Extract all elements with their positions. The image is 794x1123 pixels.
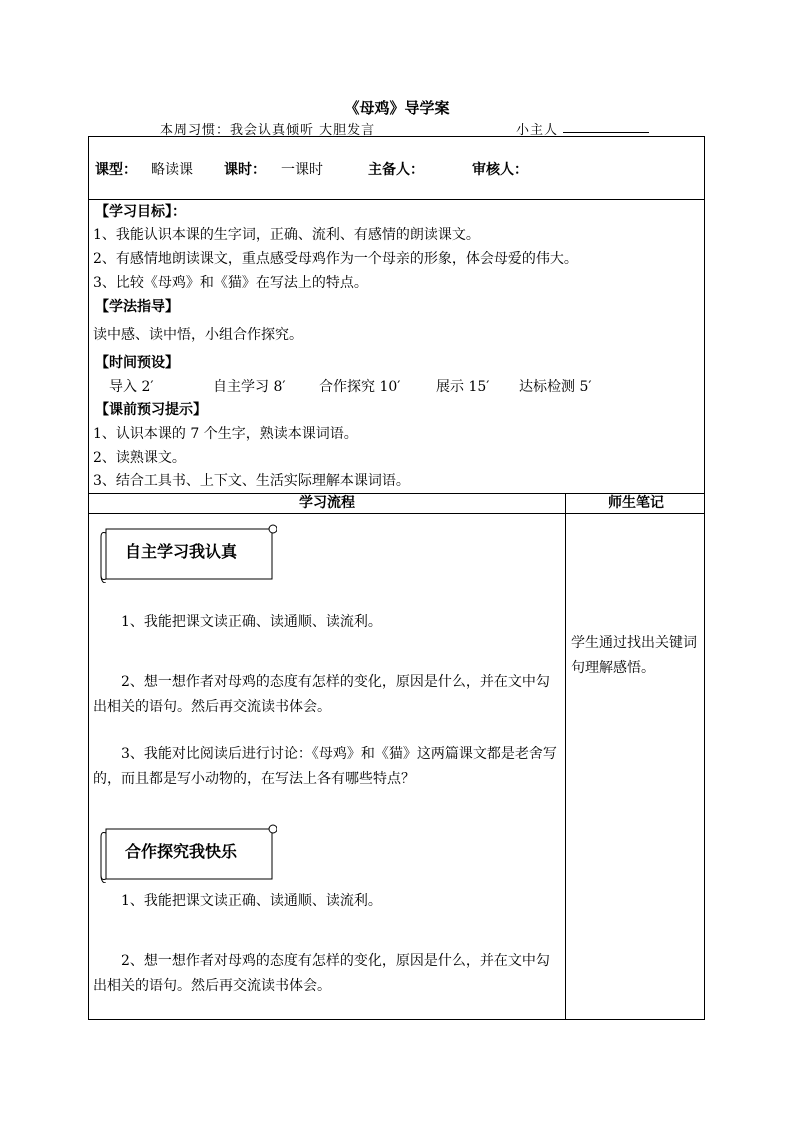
period-value: 一课时 [281, 162, 323, 178]
teacher-student-note: 学生通过找出关键词句理解感悟。 [571, 635, 697, 676]
column-divider [565, 493, 566, 1019]
host-label: 小主人 [516, 123, 559, 138]
time-item: 导入 2′ [109, 379, 154, 395]
host-blank [563, 132, 649, 133]
time-item: 展示 15′ [436, 379, 490, 395]
method-text: 读中感、读中悟，小组合作探究。 [93, 327, 303, 343]
section-banner-label: 自主学习我认真 [125, 542, 238, 561]
goal-item: 1、我能认识本课的生字词，正确、流利、有感情的朗读课文。 [93, 227, 480, 243]
weekly-habit: 本周习惯：我会认真倾听 大胆发言 [160, 123, 376, 138]
question-item: 2、想一想作者对母鸡的态度有怎样的变化，原因是什么，并在文中勾出相关的语句。然后再交流读书体会。 [93, 953, 550, 994]
period-label: 课时： [224, 162, 266, 178]
time-item: 达标检测 5′ [519, 379, 592, 395]
lesson-type-value: 略读课 [151, 162, 193, 178]
notes-column-header: 师生笔记 [608, 495, 664, 511]
reviewer-label: 审核人： [472, 162, 528, 178]
row-divider [89, 513, 704, 514]
method-heading: 【学法指导】 [95, 299, 179, 315]
question-item: 3、我能对比阅读后进行讨论：《母鸡》和《猫》这两篇课文都是老舍写的，而且都是写小动物的，在写法上各有哪些特点？ [93, 746, 557, 787]
row-divider [89, 199, 704, 200]
goals-heading: 【学习目标】： [95, 204, 186, 220]
question-item: 1、我能把课文读正确、读通顺、读流利。 [121, 614, 382, 630]
preview-item: 1、认识本课的 7 个生字，熟读本课词语。 [93, 426, 358, 442]
question-item: 1、我能把课文读正确、读通顺、读流利。 [121, 893, 382, 909]
preview-item: 2、读熟课文。 [93, 450, 186, 466]
preview-item: 3、结合工具书、上下文、生活实际理解本课词语。 [93, 473, 410, 489]
section-banner [97, 523, 277, 583]
question-item: 2、想一想作者对母鸡的态度有怎样的变化，原因是什么，并在文中勾出相关的语句。然后再交流读书体会。 [93, 674, 550, 715]
process-column-header: 学习流程 [299, 495, 355, 511]
time-heading: 【时间预设】 [95, 355, 179, 371]
lesson-table [88, 136, 705, 1020]
preview-heading: 【课前预习提示】 [95, 402, 207, 418]
section-banner [97, 823, 277, 883]
goal-item: 3、比较《母鸡》和《猫》在写法上的特点。 [93, 275, 368, 291]
goal-item: 2、有感情地朗读课文，重点感受母鸡作为一个母亲的形象，体会母爱的伟大。 [93, 251, 578, 267]
time-item: 自主学习 8′ [213, 379, 286, 395]
page-title: 《母鸡》导学案 [344, 99, 450, 117]
preparer-label: 主备人： [368, 162, 424, 178]
time-item: 合作探究 10′ [319, 379, 401, 395]
lesson-type-label: 课型： [95, 162, 137, 178]
section-banner-label: 合作探究我快乐 [125, 842, 238, 861]
